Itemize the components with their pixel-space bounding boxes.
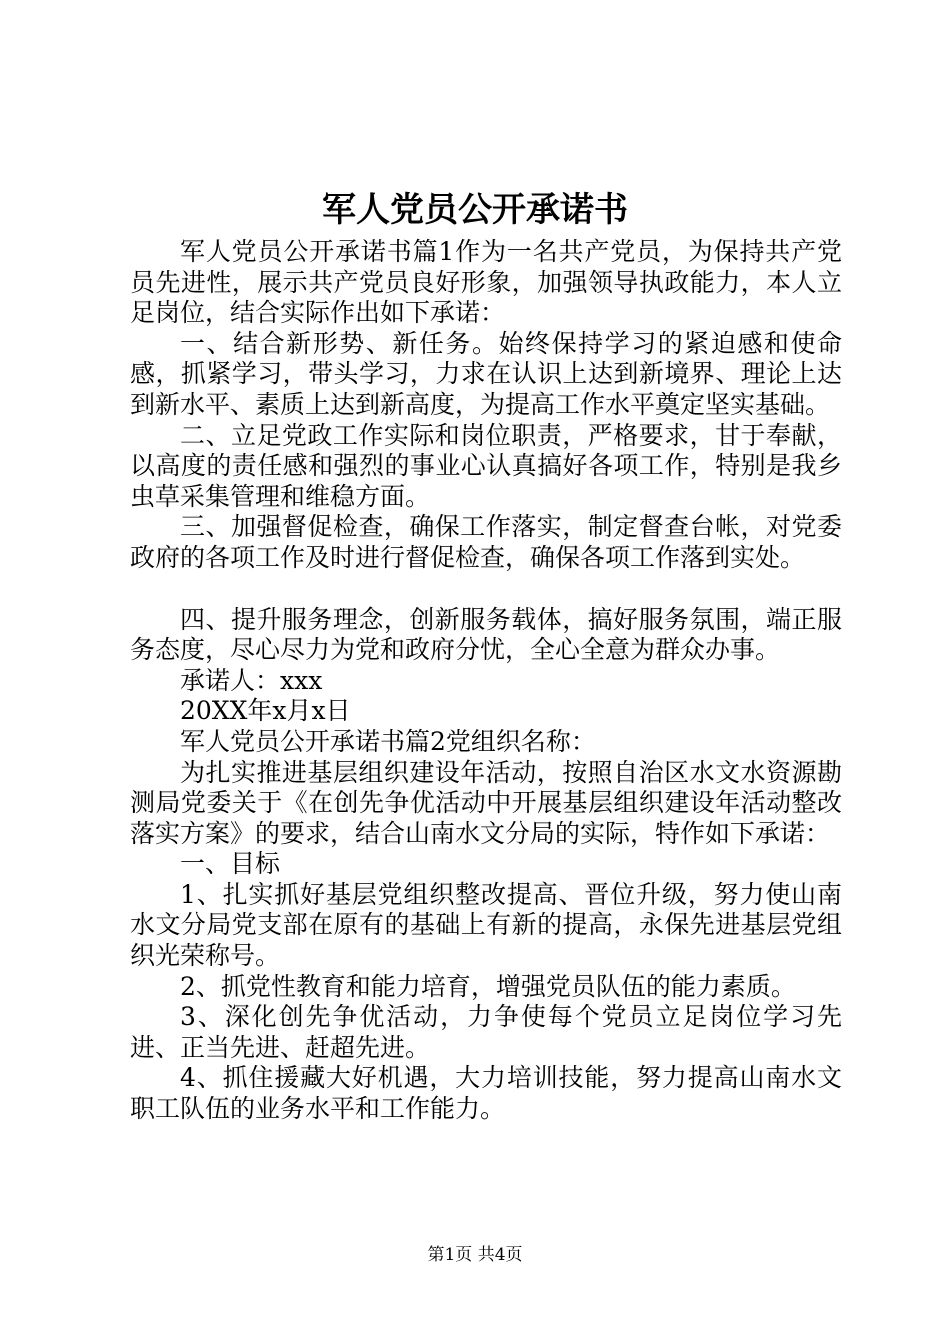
section-heading: 一、目标	[180, 849, 281, 879]
paragraph: 2、抓党性教育和能力培育，增强党员队伍的能力素质。	[180, 971, 796, 1001]
signature-line: 承诺人：xxx	[180, 665, 323, 695]
paragraph: 四、提升服务理念，创新服务载体，搞好服务氛围，端正服务态度，尽心尽力为党和政府分忧，全心全意为群众办事。	[130, 604, 842, 665]
date-line: 20XX年x月x日	[180, 696, 351, 726]
paragraph: 为扎实推进基层组织建设年活动，按照自治区水文水资源勘测局党委关于《在创先争优活动中开展基层组织建设年活动整改落实方案》的要求，结合山南水文分局的实际，特作如下承诺：	[130, 757, 842, 848]
paragraph: 1、扎实抓好基层党组织整改提高、晋位升级，努力使山南水文分局党支部在原有的基础上有新的提高，永保先进基层党组织光荣称号。	[130, 879, 842, 971]
paragraph: 一、结合新形势、新任务。始终保持学习的紧迫感和使命感，抓紧学习，带头学习，力求在认识上达到新境界、理论上达到新水平、素质上达到新高度，为提高工作水平奠定坚实基础。	[130, 328, 842, 419]
paragraph: 4、抓住援藏大好机遇，大力培训技能，努力提高山南水文职工队伍的业务水平和工作能力。	[130, 1063, 842, 1124]
paragraph: 3、深化创先争优活动，力争使每个党员立足岗位学习先进、正当先进、赶超先进。	[130, 1002, 842, 1062]
document-title: 军人党员公开承诺书	[322, 190, 628, 230]
page-number-footer: 第1页 共4页	[427, 1245, 523, 1265]
paragraph: 三、加强督促检查，确保工作落实，制定督查台帐，对党委政府的各项工作及时进行督促检查，确保各项工作落到实处。	[130, 512, 842, 572]
section-heading: 军人党员公开承诺书篇2党组织名称：	[180, 726, 596, 756]
paragraph: 军人党员公开承诺书篇1作为一名共产党员，为保持共产党员先进性，展示共产党员良好形象，加强领导执政能力，本人立足岗位，结合实际作出如下承诺：	[130, 237, 842, 328]
paragraph: 二、立足党政工作实际和岗位职责，严格要求，甘于奉献，以高度的责任感和强烈的事业心认真搞好各项工作，特别是我乡虫草采集管理和维稳方面。	[130, 420, 842, 511]
document-body	[130, 237, 842, 1125]
